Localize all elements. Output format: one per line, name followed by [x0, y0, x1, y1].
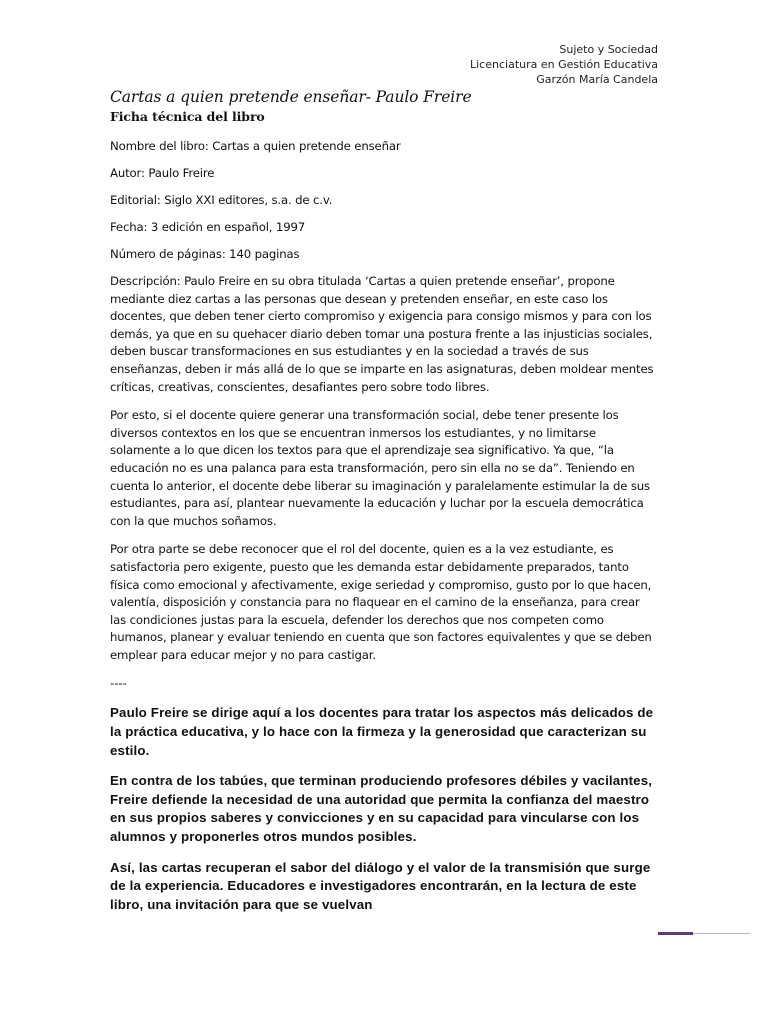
bold-paragraph-1: Paulo Freire se dirige aquí a los docentes para tratar los aspectos más delicados de la práctica educativa, y lo hace con la firmeza y la generosidad que caracterizan su estilo.: [110, 705, 654, 758]
header-subject: Sujeto y Sociedad: [559, 43, 658, 56]
bold-paragraph-2: En contra de los tabúes, que terminan produciendo profesores débiles y vacilantes, Freire defiende la necesidad de una autoridad que permita la confianza del maestro en sus propios saberes y convicciones y en su capacidad para vincularse con los alumnos y proponerles otros mundos posibles.: [110, 773, 653, 845]
header-author: Garzón María Candela: [536, 73, 658, 86]
field-author: Autor: Paulo Freire: [110, 166, 215, 180]
body-paragraph-2: Por esto, si el docente quiere generar una transformación social, debe tener presente los diversos contextos en los que se encuentran inmersos los estudiantes, y no limitarse solamente a lo que dicen los textos para que el aprendizaje sea significativo. Ya que, “la educación no es una palanca para esta transformación, pero sin ella no se da”. Teniendo en cuenta lo anterior, el docente debe liberar su imaginación y paralelamente estimular la de sus estudiantes, para así, plantear nuevamente la educación y luchar por la escuela democrática con la que muchos soñamos.: [110, 408, 650, 528]
header-program: Licenciatura en Gestión Educativa: [470, 58, 658, 71]
footer-accent-bar: [658, 932, 693, 935]
field-pages: Número de páginas: 140 paginas: [110, 247, 300, 261]
field-book-name: Nombre del libro: Cartas a quien pretende enseñar: [110, 139, 401, 153]
document-header: [470, 42, 658, 87]
field-date: Fecha: 3 edición en español, 1997: [110, 220, 306, 234]
section-heading: Ficha técnica del libro: [110, 109, 265, 124]
body-paragraph-3: Por otra parte se debe reconocer que el rol del docente, quien es a la vez estudiante, es satisfactoria pero exigente, puesto que les demanda estar debidamente preparados, tanto física como emocional y afectivamente, exige seriedad y compromiso, gusto por lo que hacen, valentía, disposición y constancia para no flaquear en el camino de la enseñanza, para crear las condiciones justas para la escuela, defender los derechos que nos competen como humanos, planear y evaluar teniendo en cuenta que son factores equivalentes y que se deben emplear para educar mejor y no para castigar.: [110, 542, 652, 662]
bold-paragraph-3: Así, las cartas recuperan el sabor del diálogo y el valor de la transmisión que surge de la experiencia. Educadores e investigadores encontrarán, en la lectura de este libro, una invitación para que se vuelvan: [110, 859, 651, 912]
document-title: Cartas a quien pretende enseñar- Paulo Freire: [110, 88, 472, 106]
field-publisher: Editorial: Siglo XXI editores, s.a. de c.v.: [110, 193, 333, 207]
document-body: [110, 86, 658, 926]
separator: ----: [110, 676, 127, 691]
description-paragraph: Descripción: Paulo Freire en su obra titulada ‘Cartas a quien pretende enseñar’, propone mediante diez cartas a las personas que desean y pretenden enseñar, en este caso los docentes, que deben tener cierto compromiso y exigencia para consigo mismos y para con los demás, ya que en su quehacer diario deben tomar una postura frente a las injusticias sociales, deben buscar transformaciones en sus estudiantes y en la sociedad a través de sus enseñanzas, deben ir más allá de lo que se imparte en las asignaturas, deben moldear mentes críticas, creativas, conscientes, desafiantes pero sobre todo libres.: [110, 274, 654, 394]
